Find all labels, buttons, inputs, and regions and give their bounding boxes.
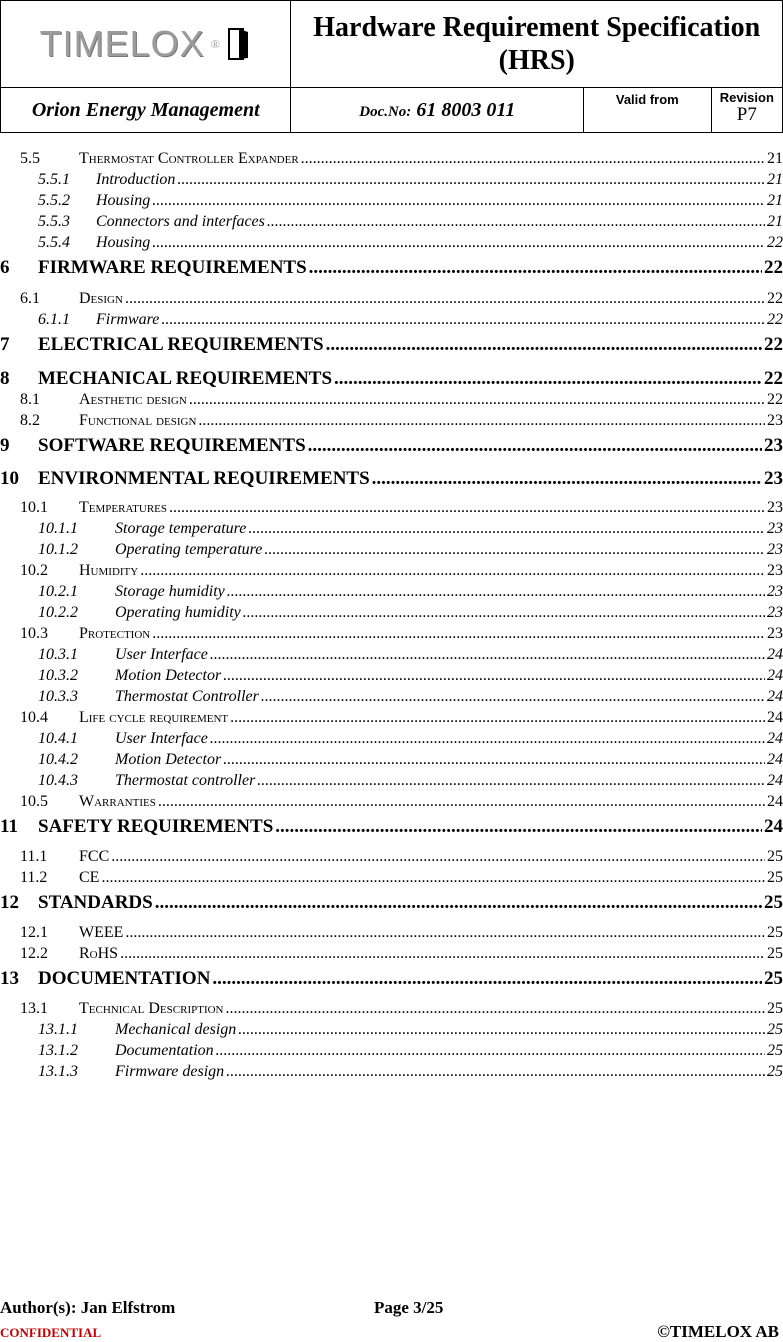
toc-number: 8.1 — [20, 391, 40, 408]
doc-number-label: Doc.No: — [359, 103, 412, 120]
confidential-label: CONFIDENTIAL — [0, 1325, 102, 1340]
toc-title: User Interface — [115, 646, 208, 663]
toc-leader-dots — [210, 646, 765, 664]
toc-page: 25 — [764, 968, 783, 989]
valid-from-label: Valid from — [615, 92, 679, 107]
toc-title: SAFETY REQUIREMENTS — [38, 816, 274, 837]
toc-page: 25 — [767, 1042, 783, 1059]
toc-title: FCC — [79, 848, 110, 865]
toc-number: 12 — [0, 892, 19, 913]
toc-number: 13 — [0, 968, 19, 989]
toc-leader-dots — [226, 1063, 765, 1081]
toc-title: DOCUMENTATION — [38, 968, 211, 989]
toc-number: 10.4.2 — [38, 751, 78, 768]
toc-page: 21 — [767, 150, 783, 167]
toc-entry[interactable] — [0, 604, 783, 622]
toc-leader-dots — [152, 192, 765, 210]
toc-leader-dots — [161, 311, 765, 329]
toc-title: Design — [79, 290, 123, 307]
toc-entry[interactable] — [0, 892, 783, 914]
toc-page: 23 — [764, 468, 783, 489]
toc-title: Storage humidity — [115, 583, 225, 600]
title-line-2: (HRS) — [498, 45, 575, 76]
toc-entry[interactable] — [0, 468, 783, 490]
toc-title: MECHANICAL REQUIREMENTS — [38, 368, 333, 389]
revision-label: Revision — [719, 90, 774, 105]
toc-entry[interactable] — [0, 1000, 783, 1018]
toc-page: 23 — [767, 499, 783, 516]
toc-entry[interactable] — [0, 945, 783, 963]
toc-page: 22 — [764, 334, 783, 355]
toc-page: 24 — [767, 793, 783, 810]
toc-entry[interactable] — [0, 709, 783, 727]
toc-title: STANDARDS — [38, 892, 153, 913]
toc-number: 10.1.1 — [38, 520, 78, 537]
toc-number: 10.3.1 — [38, 646, 78, 663]
toc-leader-dots — [125, 290, 765, 308]
copyright: ©TIMELOX AB — [657, 1322, 779, 1341]
toc-entry[interactable] — [0, 541, 783, 559]
toc-leader-dots — [177, 171, 765, 189]
toc-leader-dots — [198, 412, 765, 430]
toc-entry[interactable] — [0, 751, 783, 769]
toc-page: 21 — [767, 171, 783, 188]
toc-title: Functional design — [79, 412, 197, 429]
toc-page: 25 — [767, 924, 783, 941]
toc-entry[interactable] — [0, 646, 783, 664]
toc-page: 25 — [767, 1063, 783, 1080]
toc-title: Documentation — [115, 1042, 214, 1059]
toc-number: 13.1.2 — [38, 1042, 78, 1059]
toc-page: 25 — [767, 1000, 783, 1017]
toc-leader-dots — [111, 848, 765, 866]
toc-number: 13.1.3 — [38, 1063, 78, 1080]
toc-number: 11.1 — [20, 848, 48, 865]
author: Author(s): Jan Elfstrom — [0, 1298, 176, 1317]
toc-entry[interactable] — [0, 816, 783, 838]
toc-title: Humidity — [79, 562, 139, 579]
valid-from-cell — [583, 88, 711, 133]
toc-entry[interactable] — [0, 290, 783, 308]
logo-text: TIMELOX — [39, 23, 205, 64]
toc-leader-dots — [140, 562, 765, 580]
toc-entry[interactable] — [0, 562, 783, 580]
logo-cell — [1, 1, 291, 88]
toc-title: Operating temperature — [115, 541, 263, 558]
toc-page: 23 — [767, 412, 783, 429]
toc-page: 21 — [767, 213, 783, 230]
toc-entry[interactable] — [0, 848, 783, 866]
toc-number: 13.1.1 — [38, 1021, 78, 1038]
toc-leader-dots — [120, 945, 765, 963]
toc-leader-dots — [158, 793, 765, 811]
toc-entry[interactable] — [0, 583, 783, 601]
toc-number: 5.5 — [20, 150, 40, 167]
toc-leader-dots — [230, 709, 765, 727]
toc-number: 12.2 — [20, 945, 48, 962]
toc-entry[interactable] — [0, 772, 783, 790]
toc-title: User Interface — [115, 730, 208, 747]
toc-page: 24 — [767, 688, 783, 705]
toc-number: 6.1.1 — [38, 311, 70, 328]
toc-entry[interactable] — [0, 499, 783, 517]
toc-entry[interactable] — [0, 213, 783, 231]
toc-leader-dots — [238, 1021, 765, 1039]
toc-number: 10.4.1 — [38, 730, 78, 747]
toc-title: Protection — [79, 625, 151, 642]
revision-cell — [711, 88, 782, 133]
toc-number: 10.4.3 — [38, 772, 78, 789]
toc-number: 10.2 — [20, 562, 48, 579]
toc-title: FIRMWARE REQUIREMENTS — [38, 257, 307, 278]
toc-number: 13.1 — [20, 1000, 48, 1017]
title-line-1: Hardware Requirement Specification — [313, 12, 761, 43]
toc-page: 23 — [767, 604, 783, 621]
toc-title: Firmware — [96, 311, 160, 328]
toc-page: 21 — [767, 192, 783, 209]
toc-leader-dots — [248, 520, 765, 538]
toc-number: 6.1 — [20, 290, 40, 307]
toc-number: 10.1 — [20, 499, 48, 516]
toc-leader-dots — [257, 772, 765, 790]
toc-leader-dots — [243, 604, 765, 622]
toc-page: 22 — [767, 391, 783, 408]
toc-entry[interactable] — [0, 793, 783, 811]
toc-entry[interactable] — [0, 435, 783, 457]
toc-title: Operating humidity — [115, 604, 241, 621]
toc-page: 25 — [767, 869, 783, 886]
toc-title: RoHS — [79, 945, 119, 962]
toc-title: Firmware design — [115, 1063, 225, 1080]
toc-page: 23 — [764, 435, 783, 456]
toc-entry[interactable] — [0, 192, 783, 210]
toc-leader-dots — [216, 1042, 765, 1060]
toc-leader-dots — [152, 625, 765, 643]
toc-number: 5.5.1 — [38, 171, 70, 188]
toc-entry[interactable] — [0, 869, 783, 887]
toc-leader-dots — [227, 583, 765, 601]
toc-title: ENVIRONMENTAL REQUIREMENTS — [38, 468, 370, 489]
doc-number: 61 8003 011 — [416, 98, 516, 121]
timelox-logo — [40, 23, 252, 65]
toc-number: 8.2 — [20, 412, 40, 429]
toc-entry[interactable] — [0, 234, 783, 252]
revision-value: P7 — [736, 104, 757, 125]
toc-number: 11 — [0, 816, 18, 837]
toc-number: 10.2.1 — [38, 583, 78, 600]
toc-page: 25 — [764, 892, 783, 913]
toc-page: 23 — [767, 583, 783, 600]
toc-title: Housing — [96, 234, 151, 251]
toc-page: 22 — [767, 311, 783, 328]
toc-title: ELECTRICAL REQUIREMENTS — [38, 334, 324, 355]
door-icon — [226, 27, 252, 61]
document-header — [0, 0, 783, 133]
toc-title: Connectors and interfaces — [96, 213, 265, 230]
toc-leader-dots — [275, 816, 762, 838]
toc-entry[interactable] — [0, 1021, 783, 1039]
toc-page: 24 — [767, 751, 783, 768]
toc-leader-dots — [223, 667, 765, 685]
toc-leader-dots — [226, 1000, 766, 1018]
toc-entry[interactable] — [0, 1042, 783, 1060]
toc-title: Thermostat Controller Expander — [79, 150, 299, 167]
toc-entry[interactable] — [0, 667, 783, 685]
toc-number: 7 — [0, 334, 10, 355]
toc-leader-dots — [261, 688, 765, 706]
toc-title: Thermostat Controller — [115, 688, 259, 705]
toc-number: 10 — [0, 468, 19, 489]
toc-page: 24 — [767, 667, 783, 684]
toc-title: Mechanical design — [115, 1021, 237, 1038]
toc-entry[interactable] — [0, 1063, 783, 1081]
document-title — [291, 1, 783, 88]
toc-entry[interactable] — [0, 311, 783, 329]
toc-number: 9 — [0, 435, 10, 456]
toc-number: 11.2 — [20, 869, 48, 886]
doc-number-cell — [291, 88, 583, 133]
toc-leader-dots — [155, 892, 762, 914]
toc-number: 6 — [0, 257, 10, 278]
toc-page: 24 — [767, 772, 783, 789]
toc-leader-dots — [125, 924, 765, 942]
toc-number: 10.2.2 — [38, 604, 78, 621]
toc-page: 22 — [767, 290, 783, 307]
toc-leader-dots — [267, 213, 765, 231]
toc-page: 22 — [764, 368, 783, 389]
toc-title: Aesthetic design — [79, 391, 187, 408]
toc-entry[interactable] — [0, 171, 783, 189]
toc-page: 23 — [767, 541, 783, 558]
toc-leader-dots — [189, 391, 765, 409]
toc-leader-dots — [308, 435, 762, 457]
toc-page: 23 — [767, 520, 783, 537]
toc-title: Thermostat controller — [115, 772, 256, 789]
toc-number: 10.3.3 — [38, 688, 78, 705]
toc-number: 10.1.2 — [38, 541, 78, 558]
toc-leader-dots — [152, 234, 765, 252]
toc-leader-dots — [334, 368, 762, 390]
toc-number: 10.4 — [20, 709, 48, 726]
toc-entry[interactable] — [0, 368, 783, 390]
toc-number: 5.5.3 — [38, 213, 70, 230]
toc-number: 8 — [0, 368, 10, 389]
toc-title: Introduction — [96, 171, 176, 188]
toc-leader-dots — [212, 968, 762, 990]
toc-title: Technical Description — [79, 1000, 224, 1017]
toc-page: 25 — [767, 848, 783, 865]
company-name: Orion Energy Management — [1, 88, 291, 133]
toc-leader-dots — [169, 499, 765, 517]
toc-page: 25 — [767, 1021, 783, 1038]
toc-page: 23 — [767, 625, 783, 642]
toc-title: Housing — [96, 192, 151, 209]
toc-entry[interactable] — [0, 412, 783, 430]
toc-number: 12.1 — [20, 924, 48, 941]
toc-entry[interactable] — [0, 625, 783, 643]
toc-number: 10.3.2 — [38, 667, 78, 684]
toc-leader-dots — [372, 468, 762, 490]
toc-leader-dots — [101, 869, 765, 887]
toc-title: CE — [79, 869, 100, 886]
toc-number: 10.3 — [20, 625, 48, 642]
toc-title: Motion Detector — [115, 667, 222, 684]
toc-page: 24 — [767, 646, 783, 663]
toc-entry[interactable] — [0, 924, 783, 942]
toc-number: 5.5.4 — [38, 234, 70, 251]
logo-registered-mark: ® — [210, 36, 220, 51]
toc-page: 24 — [764, 816, 783, 837]
toc-page: 24 — [767, 730, 783, 747]
toc-leader-dots — [223, 751, 765, 769]
toc-entry[interactable] — [0, 150, 783, 168]
toc-title: Warranties — [79, 793, 156, 810]
toc-leader-dots — [326, 334, 762, 356]
toc-page: 23 — [767, 562, 783, 579]
toc-entry[interactable] — [0, 968, 783, 990]
toc-leader-dots — [210, 730, 765, 748]
toc-entry[interactable] — [0, 688, 783, 706]
toc-entry[interactable] — [0, 334, 783, 356]
toc-entry[interactable] — [0, 730, 783, 748]
toc-leader-dots — [301, 150, 765, 168]
toc-leader-dots — [264, 541, 765, 559]
toc-title: SOFTWARE REQUIREMENTS — [38, 435, 306, 456]
toc-title: Motion Detector — [115, 751, 222, 768]
toc-page: 22 — [764, 257, 783, 278]
toc-page: 25 — [767, 945, 783, 962]
toc-number: 5.5.2 — [38, 192, 70, 209]
toc-entry[interactable] — [0, 520, 783, 538]
toc-entry[interactable] — [0, 391, 783, 409]
toc-title: Storage temperature — [115, 520, 247, 537]
toc-entry[interactable] — [0, 257, 783, 279]
toc-number: 10.5 — [20, 793, 48, 810]
page-number: Page 3/25 — [374, 1298, 444, 1317]
toc-page: 24 — [767, 709, 783, 726]
toc-title: Temperatures — [79, 499, 168, 516]
toc-leader-dots — [309, 257, 762, 279]
toc-page: 22 — [767, 234, 783, 251]
toc-title: Life cycle requirement — [79, 709, 229, 726]
toc-title: WEEE — [79, 924, 124, 941]
